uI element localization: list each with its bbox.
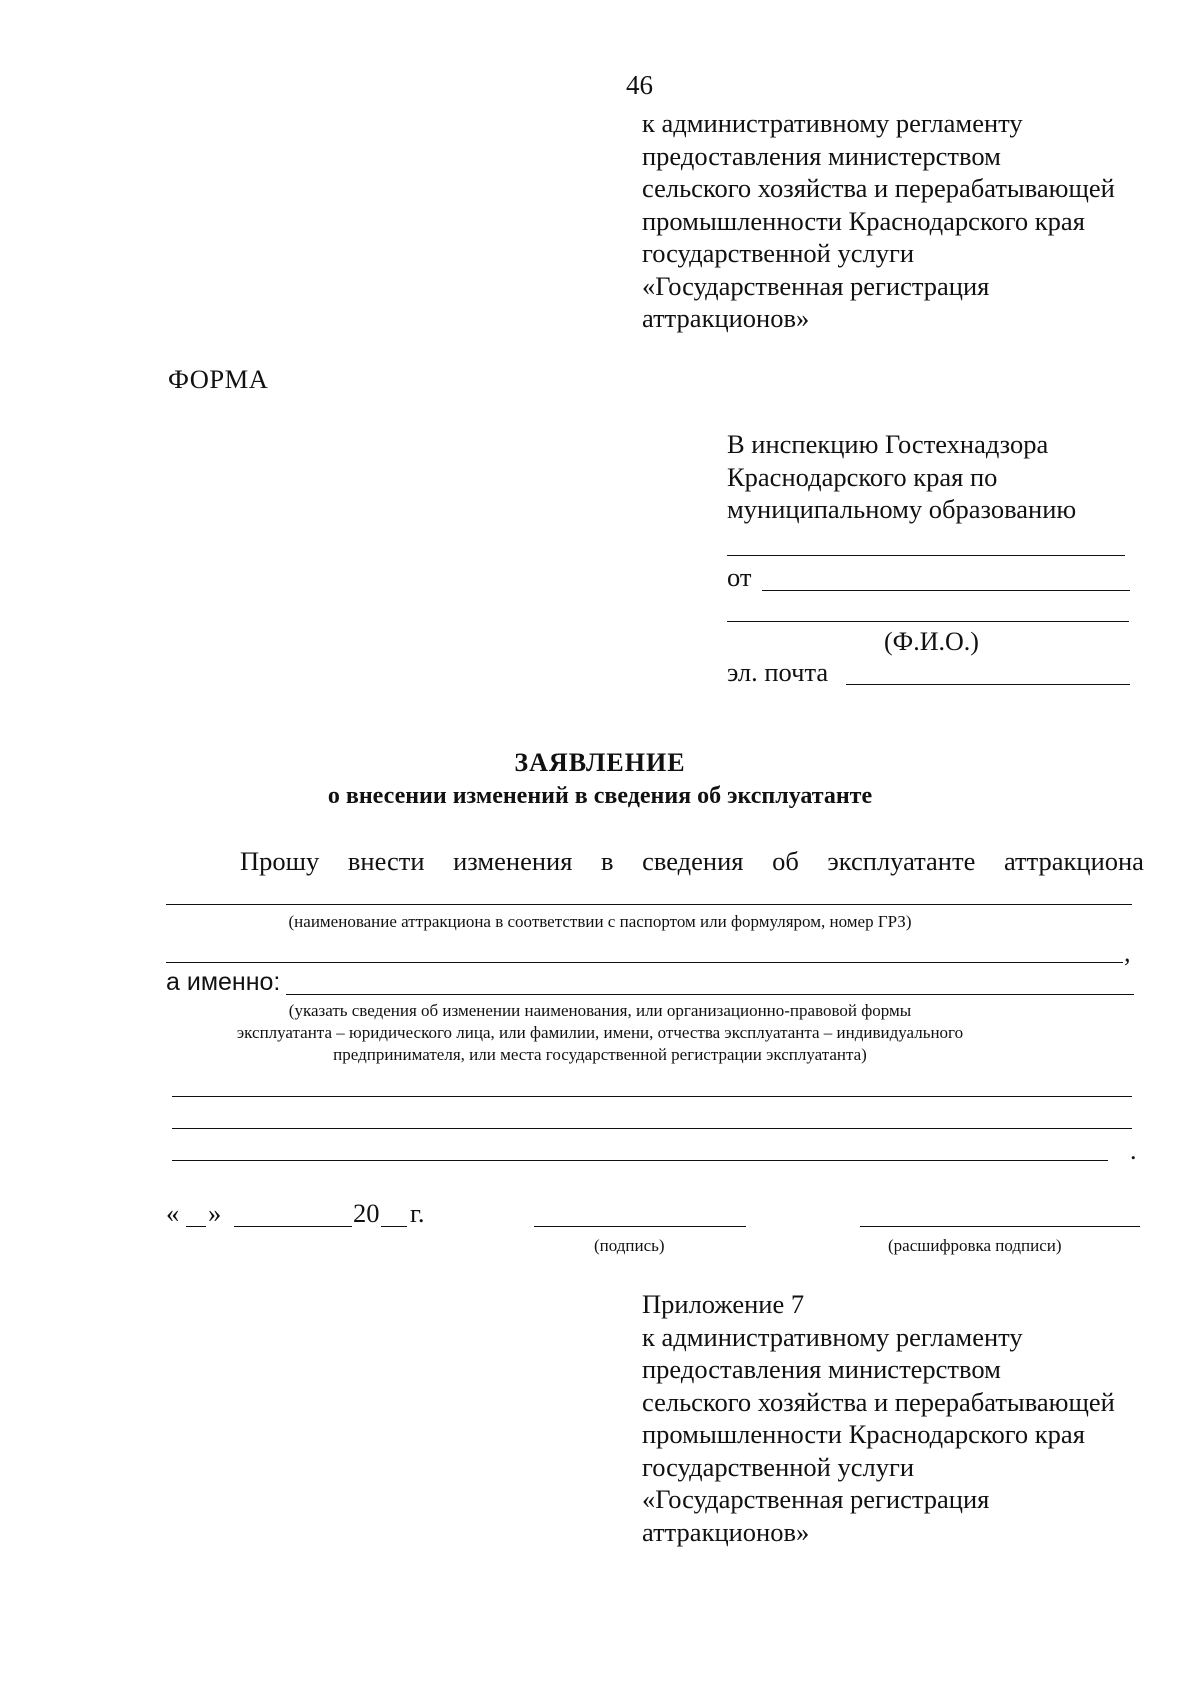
appendix-line: к административному регламенту <box>642 1321 1023 1352</box>
attraction-name-field[interactable] <box>166 904 1132 905</box>
page-number: 46 <box>626 70 653 100</box>
appendix-line: сельского хозяйства и перерабатывающей <box>642 1386 1115 1417</box>
namely-caption-line: эксплуатанта – юридического лица, или фамилии, имени, отчества эксплуатанта – индивидуального <box>236 1023 964 1042</box>
addressee-line: Краснодарского края по <box>727 461 998 492</box>
appendix-line: к административному регламенту <box>642 108 1023 138</box>
signature-caption: (подпись) <box>594 1236 665 1255</box>
appendix-line: предоставления министерством <box>642 1354 1001 1384</box>
request-sentence <box>240 846 1144 877</box>
municipality-field[interactable] <box>727 555 1125 556</box>
appendix-line: Приложение 7 <box>642 1289 805 1319</box>
appendix-line: «Государственная регистрация <box>642 1484 990 1514</box>
fio-field[interactable] <box>727 621 1129 622</box>
namely-caption-line: предпринимателя, или места государственной регистрации эксплуатанта) <box>333 1045 867 1064</box>
signature-field[interactable] <box>534 1226 746 1227</box>
signature-decoding-caption: (расшифровка подписи) <box>888 1236 1062 1255</box>
date-day-field[interactable] <box>186 1226 206 1227</box>
date-year-field[interactable] <box>381 1226 407 1227</box>
request-word: внести <box>347 846 425 876</box>
form-label: ФОРМА <box>168 364 269 394</box>
appendix-line: аттракционов» <box>642 1516 810 1547</box>
namely-caption <box>0 1000 1200 1066</box>
email-label: эл. почта <box>727 657 829 687</box>
date-open-quote: « <box>166 1198 180 1228</box>
request-word: аттракциона <box>1003 846 1144 876</box>
from-field[interactable] <box>762 590 1130 591</box>
from-label: от <box>727 562 752 592</box>
appendix-reference-top <box>642 107 1115 335</box>
statement-subtitle: о внесении изменений в сведения об эксплуатанте <box>327 783 873 809</box>
attraction-name-field-continued[interactable] <box>166 962 1123 963</box>
request-word: эксплуатанте <box>827 846 976 876</box>
details-field-line-1[interactable] <box>172 1096 1132 1097</box>
period-mark: . <box>1130 1136 1137 1165</box>
date-close-quote: » <box>208 1198 222 1228</box>
request-word: Прошу <box>240 846 320 876</box>
attraction-name-caption: (наименование аттракциона в соответствии с паспортом или формуляром, номер ГРЗ) <box>288 912 912 931</box>
appendix-line: аттракционов» <box>642 303 810 333</box>
request-word: изменения <box>453 846 573 876</box>
appendix-line: государственной услуги <box>642 238 915 268</box>
appendix-line: сельского хозяйства и перерабатывающей <box>642 173 1115 203</box>
namely-label: а именно: <box>166 968 281 996</box>
signature-decoding-field[interactable] <box>860 1226 1140 1227</box>
statement-title: ЗАЯВЛЕНИЕ <box>514 748 686 777</box>
date-month-field[interactable] <box>234 1226 352 1227</box>
addressee-block <box>727 428 1076 526</box>
addressee-line: В инспекцию Гостехнадзора <box>727 429 1049 459</box>
appendix-line: «Государственная регистрация <box>642 270 990 301</box>
date-year-prefix: 20 <box>353 1198 380 1228</box>
appendix-line: промышленности Краснодарского края <box>642 205 1085 236</box>
date-year-suffix: г. <box>410 1198 425 1228</box>
fio-caption: (Ф.И.О.) <box>884 627 979 656</box>
details-field-line-2[interactable] <box>172 1128 1132 1129</box>
request-word: об <box>772 846 799 876</box>
addressee-line: муниципальному образованию <box>727 494 1077 524</box>
namely-caption-line: (указать сведения об изменении наименования, или организационно-правовой формы <box>288 1001 912 1020</box>
appendix-line: предоставления министерством <box>642 140 1001 171</box>
details-field-line-3[interactable] <box>172 1160 1108 1161</box>
appendix-reference-bottom <box>642 1288 1115 1548</box>
request-word: сведения <box>642 846 744 876</box>
appendix-line: промышленности Краснодарского края <box>642 1419 1085 1449</box>
appendix-line: государственной услуги <box>642 1451 915 1482</box>
request-word: в <box>601 846 614 876</box>
comma-mark: , <box>1124 938 1131 967</box>
namely-field[interactable] <box>286 994 1134 995</box>
email-field[interactable] <box>846 684 1130 685</box>
